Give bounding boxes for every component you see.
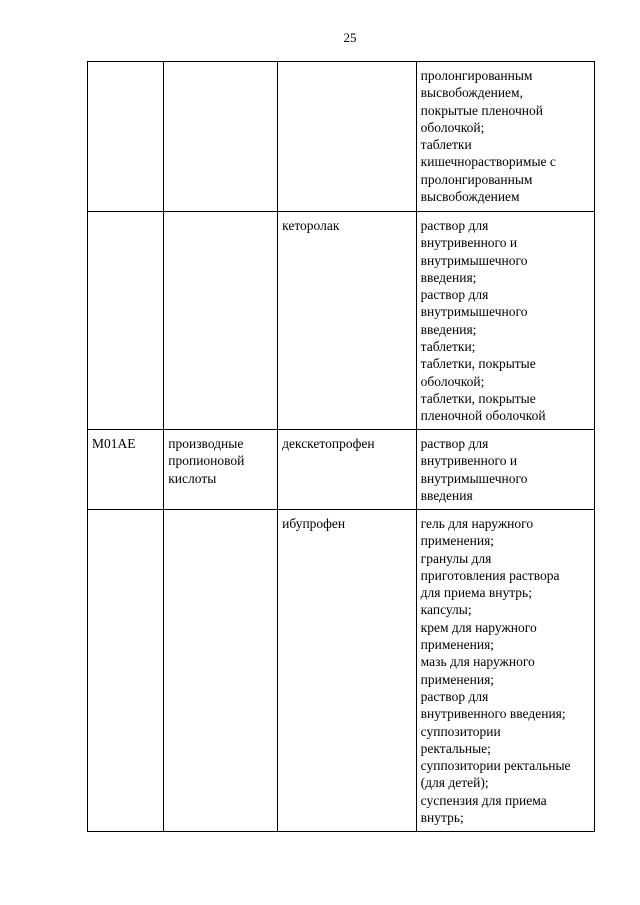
dosage-form-line: внутривенного и — [420, 453, 518, 469]
group-line: производные — [168, 436, 244, 451]
dosage-form-line: капсулы; — [420, 602, 472, 618]
drug-table — [87, 61, 595, 832]
dosage-form-line: раствор для — [420, 218, 489, 233]
page-number: 25 — [343, 30, 357, 45]
dosage-form-line: применения; — [420, 671, 495, 687]
dosage-form-line: пленочной оболочкой — [420, 408, 546, 424]
dosage-form-line: введения — [420, 487, 473, 503]
drug-name-cell: декскетопрофен — [278, 430, 417, 510]
group-cell — [164, 430, 278, 510]
dosage-form-line: высвобождением, — [420, 85, 523, 101]
dosage-form-line: покрытые пленочной — [420, 102, 543, 118]
dosage-form-line: внутримышечного — [420, 252, 528, 268]
dosage-form-line: введения; — [420, 269, 477, 285]
dosage-form-line: кишечнорастворимые с — [420, 154, 556, 170]
atc-code-cell — [88, 212, 164, 430]
dosage-form-line: ректальные; — [420, 740, 491, 756]
dosage-form-line: для приема внутрь; — [420, 585, 532, 601]
dosage-form-line: суппозитории — [420, 723, 501, 739]
dosage-form-line: гель для наружного — [420, 516, 534, 531]
dosage-form-line: внутривенного введения; — [420, 706, 566, 722]
drug-name-cell: ибупрофен — [278, 510, 417, 832]
drug-name-cell: кеторолак — [278, 212, 417, 430]
atc-code-cell — [88, 62, 164, 212]
dosage-form-line: внутримышечного — [420, 304, 528, 320]
dosage-form-line: пролонгированным — [420, 171, 533, 187]
dosage-form-line: раствор для — [420, 436, 489, 451]
group-line: пропионовой — [168, 453, 245, 469]
drug-name-cell — [278, 62, 417, 212]
dosage-form-line: таблетки, покрытые — [420, 390, 536, 406]
dosage-form-line: высвобождением — [420, 189, 520, 205]
dosage-form-line: раствор для — [420, 688, 489, 704]
dosage-form-line: гранулы для — [420, 550, 492, 566]
dosage-form-line: крем для наружного — [420, 619, 537, 635]
dosage-form-line: внутрь; — [420, 810, 464, 826]
dosage-form-line: пролонгированным — [420, 68, 533, 83]
dosage-form-line: таблетки — [420, 137, 472, 153]
dosage-forms-cell — [416, 62, 594, 212]
table-row — [88, 510, 595, 832]
dosage-form-line: таблетки, покрытые — [420, 356, 536, 372]
dosage-form-line: внутримышечного — [420, 470, 528, 486]
group-line: кислоты — [168, 470, 217, 486]
group-cell — [164, 212, 278, 430]
table-row — [88, 62, 595, 212]
dosage-form-line: оболочкой; — [420, 373, 485, 389]
group-cell — [164, 62, 278, 212]
dosage-forms-cell — [416, 510, 594, 832]
table-row — [88, 430, 595, 510]
dosage-form-line: оболочкой; — [420, 119, 485, 135]
group-cell — [164, 510, 278, 832]
dosage-form-line: применения; — [420, 637, 495, 653]
dosage-form-line: внутривенного и — [420, 235, 518, 251]
dosage-form-line: суспензия для приема — [420, 792, 547, 808]
dosage-forms-cell — [416, 212, 594, 430]
table-row — [88, 212, 595, 430]
dosage-form-line: суппозитории ректальные — [420, 758, 571, 774]
dosage-form-line: введения; — [420, 321, 477, 337]
dosage-form-line: (для детей); — [420, 775, 489, 791]
dosage-form-line: таблетки; — [420, 339, 476, 355]
table-body — [88, 62, 595, 832]
dosage-forms-cell — [416, 430, 594, 510]
atc-code-cell — [88, 510, 164, 832]
dosage-form-line: раствор для — [420, 287, 489, 303]
atc-code-cell: M01AE — [88, 430, 164, 510]
dosage-form-line: применения; — [420, 533, 495, 549]
dosage-form-line: мазь для наружного — [420, 654, 535, 670]
dosage-form-line: приготовления раствора — [420, 567, 560, 583]
